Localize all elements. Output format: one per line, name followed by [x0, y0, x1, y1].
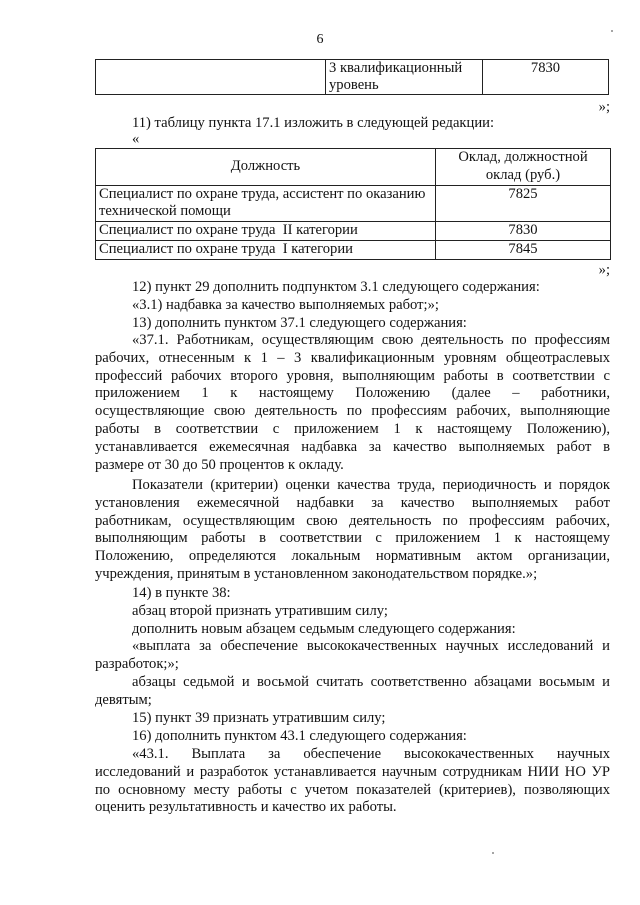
table-header-row	[96, 149, 611, 186]
page-number: 6	[316, 32, 324, 47]
item-16: 16) дополнить пунктом 43.1 следующего содержания:	[132, 728, 467, 744]
item-13: 13) дополнить пунктом 37.1 следующего содержания:	[132, 315, 467, 331]
item-11: 11) таблицу пункта 17.1 изложить в следующей редакции:	[132, 115, 494, 131]
item-12-text: «3.1) надбавка за качество выполняемых работ;»;	[132, 297, 439, 313]
criteria-paragraph	[95, 477, 610, 584]
text-line: учреждения, принятым в установленном законодательством порядке.»;	[95, 565, 538, 582]
salary-cell: 7845	[436, 240, 611, 259]
text-line: устанавливается ежемесячная надбавка за качество выполняемых работ в	[95, 438, 610, 455]
item-14-c	[95, 638, 610, 674]
item-16-paragraph	[95, 746, 610, 817]
salary-cell: 7825	[436, 185, 611, 222]
level-value-cell: 7830	[483, 60, 609, 95]
text-line: абзацы седьмой и восьмой считать соответственно абзацами восьмым и	[132, 674, 610, 690]
text-line: размере от 30 до 50 процентов к окладу.	[95, 456, 344, 473]
text-line: выполняющим работы в соответствии с приложением 1 к настоящему	[95, 530, 610, 547]
header-position: Должность	[96, 149, 436, 186]
item-15: 15) пункт 39 признать утратившим силу;	[132, 710, 386, 726]
closing-quote: »;	[598, 99, 610, 115]
table-row	[96, 60, 609, 95]
empty-cell	[96, 60, 326, 95]
qualification-table-fragment	[95, 59, 609, 95]
text-line: «выплата за обеспечение высококачественных научных исследований и	[132, 638, 610, 654]
level-label-cell: 3 квалификационный уровень	[326, 60, 483, 95]
text-line: «37.1. Работникам, осуществляющим свою деятельность по профессиям	[132, 332, 610, 348]
position-cell: Специалист по охране труда I категории	[96, 240, 436, 259]
text-line: исследований и разработок устанавливается научным сотрудникам НИИ НО УР	[95, 763, 610, 780]
table-row	[96, 185, 611, 222]
text-line: «43.1. Выплата за обеспечение высококачественных научных	[132, 746, 610, 762]
text-line: работы в соответствии с приложением 1 к настоящему Положению),	[95, 420, 610, 437]
text-line: приложением 1 к настоящему Положению (далее – работники,	[95, 385, 610, 402]
text-line: разработок;»;	[95, 655, 179, 672]
text-line: девятым;	[95, 691, 152, 708]
text-line: Положению, определяются локальным нормативным актом организации,	[95, 548, 610, 565]
scan-speck	[611, 30, 613, 32]
positions-table	[95, 148, 611, 260]
item-13-paragraph	[95, 332, 610, 474]
table-row	[96, 240, 611, 259]
text-line: установления ежемесячной надбавки за качество выполняемых работ	[95, 494, 610, 511]
text-line: профессий рабочих второго уровня, выполняющим работы в соответствии с	[95, 367, 610, 384]
scan-speck	[492, 852, 494, 854]
item-14-d	[95, 674, 610, 710]
opening-quote: «	[132, 131, 140, 147]
position-cell: Специалист по охране труда II категории	[96, 222, 436, 241]
item-14-a: абзац второй признать утратившим силу;	[132, 603, 388, 619]
text-line: работникам, осуществляющим свою деятельность по профессиям рабочих,	[95, 512, 610, 529]
text-line: по основному месту работы с учетом показателей (критериев), позволяющих	[95, 781, 610, 798]
text-line: осуществляющие свою деятельность по профессиям рабочих, выполняющие	[95, 403, 610, 420]
salary-cell: 7830	[436, 222, 611, 241]
text-line: рабочих, отнесенным к 1 – 3 квалификационным уровням общеотраслевых	[95, 349, 610, 366]
item-12: 12) пункт 29 дополнить подпунктом 3.1 следующего содержания:	[132, 279, 540, 295]
item-14: 14) в пункте 38:	[132, 585, 231, 601]
table-row	[96, 222, 611, 241]
closing-quote: »;	[598, 262, 610, 278]
text-line: Показатели (критерии) оценки качества труда, периодичность и порядок	[132, 477, 610, 493]
position-cell: Специалист по охране труда, ассистент по оказанию технической помощи	[96, 185, 436, 222]
header-salary: Оклад, должностной оклад (руб.)	[436, 149, 611, 186]
text-line: оценить результативность и качество их работы.	[95, 799, 397, 816]
item-14-b: дополнить новым абзацем седьмым следующего содержания:	[132, 621, 516, 637]
